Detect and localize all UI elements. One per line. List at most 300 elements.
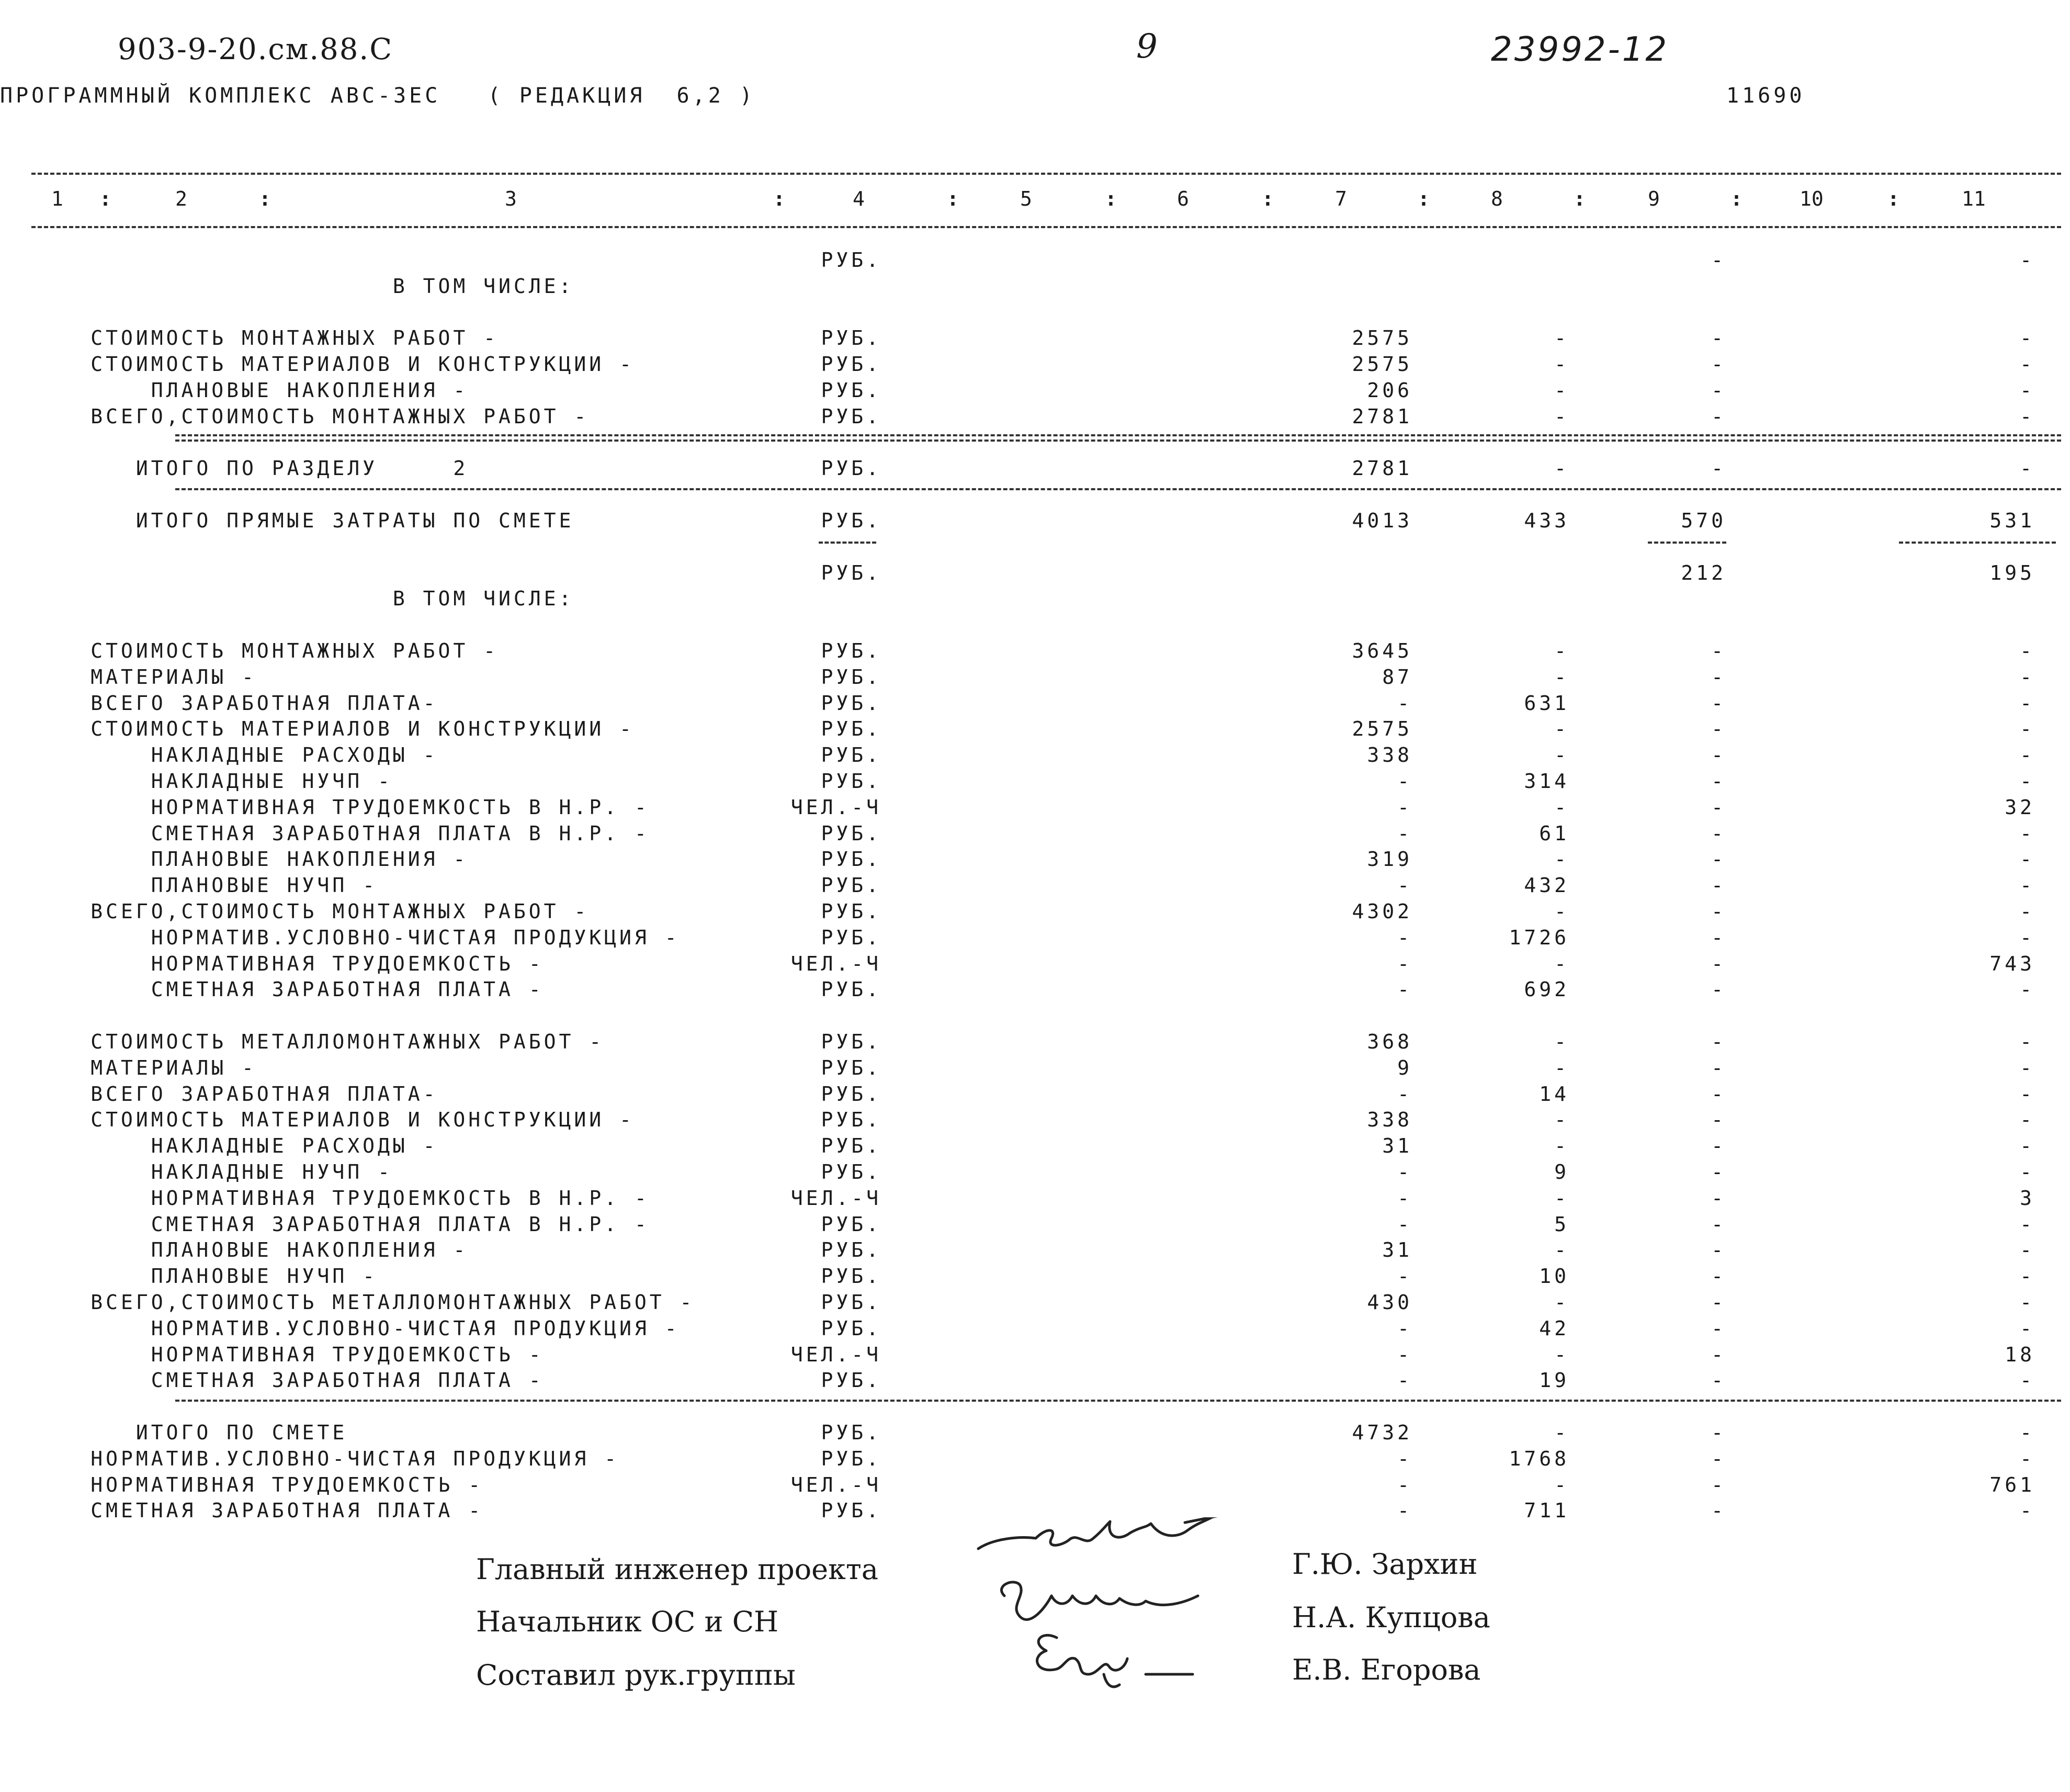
cell-col-7: -: [1397, 874, 1412, 897]
cell-col-9: -: [1711, 1447, 1726, 1470]
row-unit: РУБ.: [821, 1316, 881, 1340]
cell-col-11: -: [2020, 404, 2035, 428]
table-row: [0, 770, 2070, 796]
cell-col-9: -: [1711, 326, 1726, 350]
row-unit: ЧЕЛ.-Ч: [790, 1186, 881, 1210]
row-unit: РУБ.: [821, 717, 881, 741]
row-label: НАКЛАДНЫЕ РАСХОДЫ -: [0, 743, 438, 767]
cell-col-11: -: [2020, 665, 2035, 689]
row-label: ПЛАНОВЫЕ НАКОПЛЕНИЯ -: [0, 1238, 469, 1262]
cell-col-9: -: [1711, 1316, 1726, 1340]
row-unit: РУБ.: [821, 665, 881, 689]
cell-col-8: 692: [1524, 978, 1569, 1001]
table-row: [0, 666, 2070, 692]
cell-col-7: -: [1397, 1343, 1412, 1366]
cell-col-9: -: [1711, 1108, 1726, 1132]
cell-col-9: -: [1711, 353, 1726, 376]
row-unit: ЧЕЛ.-Ч: [790, 1473, 881, 1496]
row-unit: РУБ.: [821, 926, 881, 949]
row-unit: РУБ.: [821, 1082, 881, 1106]
table-row: [0, 1056, 2070, 1083]
cell-col-7: 319: [1367, 848, 1412, 871]
cell-col-8: -: [1554, 353, 1569, 376]
column-number: 4: [853, 187, 865, 210]
cell-col-11: -: [2020, 1030, 2035, 1053]
cell-col-8: -: [1554, 1238, 1569, 1262]
cell-col-11: -: [2020, 1108, 2035, 1132]
page-id: 11690: [1726, 84, 1805, 108]
section-rule: [175, 1400, 2061, 1402]
table-row: [0, 1421, 2070, 1447]
cell-col-9: -: [1711, 1056, 1726, 1079]
header-bottom-rule: [31, 226, 2061, 228]
cell-col-11: 32: [2005, 795, 2035, 819]
table-row: [0, 1238, 2070, 1265]
cell-col-8: 711: [1524, 1499, 1569, 1523]
table-row: [0, 900, 2070, 926]
cell-col-11: -: [2020, 639, 2035, 662]
cell-col-11: -: [2020, 848, 2035, 871]
column-number: 8: [1491, 187, 1503, 210]
signature-title: Главный инженер проекта: [476, 1553, 878, 1586]
cell-col-11: -: [2020, 770, 2035, 793]
cell-col-7: -: [1397, 1186, 1412, 1210]
cell-col-7: 2575: [1352, 326, 1412, 350]
cell-col-7: -: [1397, 926, 1412, 949]
row-label: СМЕТНАЯ ЗАРАБОТНАЯ ПЛАТА -: [0, 1499, 484, 1523]
cell-col-7: -: [1397, 1473, 1412, 1496]
table-row: [0, 405, 2070, 431]
row-label: НОРМАТИВНАЯ ТРУДОЕМКОСТЬ -: [0, 952, 544, 975]
cell-col-8: 631: [1524, 691, 1569, 715]
cell-col-8: -: [1554, 1343, 1569, 1366]
row-label: СТОИМОСТЬ МОНТАЖНЫХ РАБОТ -: [0, 639, 499, 662]
cell-col-8: -: [1554, 1134, 1569, 1158]
table-row: [0, 1004, 2070, 1030]
cell-col-9: -: [1711, 1160, 1726, 1184]
row-label: МАТЕРИАЛЫ -: [0, 665, 257, 689]
table-row: [0, 1160, 2070, 1187]
cell-col-9: -: [1711, 379, 1726, 402]
row-label: ВСЕГО ЗАРАБОТНАЯ ПЛАТА-: [0, 1082, 438, 1106]
row-unit: РУБ.: [821, 509, 881, 532]
table-row: [0, 1108, 2070, 1134]
cell-col-8: -: [1554, 665, 1569, 689]
unit-underline: [819, 542, 876, 544]
cell-col-9: -: [1711, 770, 1726, 793]
signature-zarkhin: [978, 1517, 1224, 1549]
table-row: [0, 483, 2070, 509]
column-separator: :: [99, 187, 111, 210]
cell-col-9: -: [1711, 952, 1726, 975]
table-row: [0, 639, 2070, 666]
row-unit: РУБ.: [821, 639, 881, 662]
cell-col-8: -: [1554, 1186, 1569, 1210]
row-label: НАКЛАДНЫЕ НУЧП -: [0, 1160, 393, 1184]
cell-col-11: -: [2020, 874, 2035, 897]
signature-title: Начальник ОС и СН: [476, 1605, 779, 1638]
cell-col-8: -: [1554, 457, 1569, 480]
row-unit: РУБ.: [821, 561, 881, 584]
cell-col-8: -: [1554, 900, 1569, 923]
cell-col-11: -: [2020, 379, 2035, 402]
handwritten-signatures: [973, 1517, 1287, 1706]
cell-col-7: 4013: [1352, 509, 1412, 532]
row-label: НАКЛАДНЫЕ НУЧП -: [0, 770, 393, 793]
row-unit: РУБ.: [821, 900, 881, 923]
section-rule: [175, 488, 2061, 490]
cell-col-8: 42: [1539, 1316, 1569, 1340]
column-number: 6: [1177, 187, 1189, 210]
table-row: [0, 249, 2070, 275]
cell-col-8: -: [1554, 1473, 1569, 1496]
table-row: [0, 743, 2070, 770]
cell-col-11: -: [2020, 691, 2035, 715]
table-row: [0, 1343, 2070, 1369]
cell-col-8: -: [1554, 1030, 1569, 1053]
row-label: МАТЕРИАЛЫ -: [0, 1056, 257, 1079]
page-number: 9: [1136, 27, 1158, 66]
cell-col-11: 18: [2005, 1343, 2035, 1366]
cell-col-9: -: [1711, 1343, 1726, 1366]
cell-col-9: -: [1711, 717, 1726, 741]
cell-col-8: -: [1554, 326, 1569, 350]
table-row: [0, 717, 2070, 743]
column-number: 10: [1800, 187, 1824, 210]
cell-col-11: -: [2020, 249, 2035, 272]
cell-col-9: -: [1711, 404, 1726, 428]
row-label: НОРМАТИВНАЯ ТРУДОЕМКОСТЬ В Н.Р. -: [0, 795, 650, 819]
cell-col-7: -: [1397, 770, 1412, 793]
cell-col-9: -: [1711, 1212, 1726, 1236]
cell-col-11: -: [2020, 743, 2035, 767]
cell-col-8: 314: [1524, 770, 1569, 793]
table-row: [0, 952, 2070, 978]
row-label: ПЛАНОВЫЕ НАКОПЛЕНИЯ -: [0, 379, 469, 402]
cell-col-11: -: [2020, 1212, 2035, 1236]
cell-col-9: -: [1711, 249, 1726, 272]
table-row: [0, 692, 2070, 718]
section-rule: [175, 434, 2061, 436]
row-unit: РУБ.: [821, 1499, 881, 1523]
row-unit: РУБ.: [821, 770, 881, 793]
row-label: ВСЕГО,СТОИМОСТЬ МЕТАЛЛОМОНТАЖНЫХ РАБОТ -: [0, 1291, 695, 1314]
cell-col-7: 2575: [1352, 353, 1412, 376]
row-unit: РУБ.: [821, 874, 881, 897]
cell-col-7: -: [1397, 1082, 1412, 1106]
column-number: 9: [1648, 187, 1660, 210]
row-label: СМЕТНАЯ ЗАРАБОТНАЯ ПЛАТА В Н.Р. -: [0, 1212, 650, 1236]
table-row: [0, 1083, 2070, 1109]
cell-col-8: -: [1554, 379, 1569, 402]
cell-col-8: 1768: [1509, 1447, 1569, 1470]
cell-col-9: -: [1711, 639, 1726, 662]
signature-name: Г.Ю. Зархин: [1292, 1548, 1478, 1581]
cell-col-7: 4732: [1352, 1421, 1412, 1444]
cell-col-7: 2781: [1352, 457, 1412, 480]
row-label: СМЕТНАЯ ЗАРАБОТНАЯ ПЛАТА -: [0, 978, 544, 1001]
cell-col-8: -: [1554, 1421, 1569, 1444]
cell-col-9: -: [1711, 1291, 1726, 1314]
cell-col-11: -: [2020, 1291, 2035, 1314]
cell-col-11: -: [2020, 1421, 2035, 1444]
cell-col-9: -: [1711, 1421, 1726, 1444]
row-unit: РУБ.: [821, 1291, 881, 1314]
cell-col-7: 2781: [1352, 404, 1412, 428]
table-row: [0, 326, 2070, 353]
cell-col-9: -: [1711, 691, 1726, 715]
signature-egorova: [1037, 1635, 1193, 1687]
cell-col-9: 570: [1681, 509, 1726, 532]
column-separator: :: [1418, 187, 1430, 210]
cell-col-8: -: [1554, 952, 1569, 975]
cell-col-8: 61: [1539, 821, 1569, 845]
row-unit: РУБ.: [821, 326, 881, 350]
cell-col-11: -: [2020, 1499, 2035, 1523]
row-unit: РУБ.: [821, 1369, 881, 1392]
row-unit: РУБ.: [821, 1421, 881, 1444]
table-row: [0, 379, 2070, 405]
column-separator: :: [1262, 187, 1274, 210]
cell-col-7: -: [1397, 952, 1412, 975]
column-number: 2: [175, 187, 187, 210]
cell-col-7: -: [1397, 1499, 1412, 1523]
row-label: ВСЕГО ЗАРАБОТНАЯ ПЛАТА-: [0, 691, 438, 715]
row-unit: РУБ.: [821, 1447, 881, 1470]
row-unit: РУБ.: [821, 691, 881, 715]
table-row: [0, 874, 2070, 900]
table-row: [0, 1213, 2070, 1239]
table-row: [0, 1265, 2070, 1291]
doc-code: 903-9-20.см.88.С: [118, 32, 393, 66]
cell-col-9: -: [1711, 457, 1726, 480]
cell-col-8: -: [1554, 1056, 1569, 1079]
column-number: 3: [505, 187, 517, 210]
row-unit: РУБ.: [821, 1160, 881, 1184]
cell-col-8: 1726: [1509, 926, 1569, 949]
table-row: [0, 1395, 2070, 1421]
cell-col-7: 338: [1367, 1108, 1412, 1132]
row-label: СТОИМОСТЬ МОНТАЖНЫХ РАБОТ -: [0, 326, 499, 350]
row-unit: РУБ.: [821, 978, 881, 1001]
column-separator: :: [947, 187, 959, 210]
cell-col-11: -: [2020, 978, 2035, 1001]
cell-col-9: -: [1711, 1186, 1726, 1210]
column-separator: :: [1730, 187, 1743, 210]
signature-kuptsova: [1001, 1582, 1198, 1620]
handwritten-code: 23992-12: [1491, 30, 1669, 69]
cell-col-7: 9: [1397, 1056, 1412, 1079]
cell-col-9: -: [1711, 665, 1726, 689]
cell-col-7: 3645: [1352, 639, 1412, 662]
table-row: [0, 613, 2070, 639]
cell-col-8: -: [1554, 639, 1569, 662]
row-unit: ЧЕЛ.-Ч: [790, 952, 881, 975]
cell-col-7: 206: [1367, 379, 1412, 402]
row-unit: ЧЕЛ.-Ч: [790, 1343, 881, 1366]
cell-col-11: 195: [1989, 561, 2035, 584]
cell-col-7: 4302: [1352, 900, 1412, 923]
row-label: В ТОМ ЧИСЛЕ:: [0, 274, 574, 298]
cell-col-8: -: [1554, 848, 1569, 871]
cell-col-9: -: [1711, 743, 1726, 767]
table-row: [0, 1187, 2070, 1213]
table-row: [0, 796, 2070, 822]
signature-title: Составил рук.группы: [476, 1659, 796, 1692]
program-title: ПРОГРАММНЫЙ КОМПЛЕКС АВС-3ЕС ( РЕДАКЦИЯ 6,2 ): [0, 84, 755, 108]
table-row: [0, 822, 2070, 848]
column-separator: :: [259, 187, 271, 210]
cell-col-9: -: [1711, 1369, 1726, 1392]
cell-col-11: -: [2020, 1369, 2035, 1392]
row-label: НОРМАТИВ.УСЛОВНО-ЧИСТАЯ ПРОДУКЦИЯ -: [0, 1316, 680, 1340]
table-row: [0, 926, 2070, 952]
cell-col-8: 19: [1539, 1369, 1569, 1392]
row-unit: РУБ.: [821, 457, 881, 480]
cell-col-7: -: [1397, 1160, 1412, 1184]
table-row: [0, 587, 2070, 613]
section-rule: [175, 439, 2061, 442]
table-row: [0, 1291, 2070, 1317]
row-label: СТОИМОСТЬ МАТЕРИАЛОВ И КОНСТРУКЦИИ -: [0, 1108, 635, 1132]
cell-col-11: -: [2020, 1447, 2035, 1470]
cell-col-7: -: [1397, 1316, 1412, 1340]
cell-col-7: -: [1397, 821, 1412, 845]
row-unit: РУБ.: [821, 1056, 881, 1079]
row-label: ИТОГО ПО СМЕТЕ: [0, 1421, 348, 1444]
col11-underline: [1899, 542, 2056, 544]
column-separator: :: [1105, 187, 1117, 210]
cell-col-11: -: [2020, 900, 2035, 923]
table-row: [0, 1447, 2070, 1473]
col9-underline: [1648, 542, 1726, 544]
row-label: СТОИМОСТЬ МАТЕРИАЛОВ И КОНСТРУКЦИИ -: [0, 717, 635, 741]
row-unit: РУБ.: [821, 743, 881, 767]
cell-col-9: -: [1711, 848, 1726, 871]
column-number: 1: [51, 187, 63, 210]
cell-col-9: -: [1711, 1499, 1726, 1523]
cell-col-7: -: [1397, 1447, 1412, 1470]
table-row: [0, 275, 2070, 301]
cell-col-8: 10: [1539, 1265, 1569, 1288]
cell-col-11: -: [2020, 1082, 2035, 1106]
row-label: НОРМАТИВ.УСЛОВНО-ЧИСТАЯ ПРОДУКЦИЯ -: [0, 926, 680, 949]
cell-col-7: 31: [1382, 1238, 1412, 1262]
cell-col-7: -: [1397, 978, 1412, 1001]
cell-col-11: 761: [1989, 1473, 2035, 1496]
cell-col-7: 430: [1367, 1291, 1412, 1314]
table-row: [0, 535, 2070, 561]
cell-col-9: -: [1711, 1134, 1726, 1158]
cell-col-11: -: [2020, 926, 2035, 949]
row-label: СМЕТНАЯ ЗАРАБОТНАЯ ПЛАТА В Н.Р. -: [0, 821, 650, 845]
row-unit: РУБ.: [821, 379, 881, 402]
table-row: [0, 978, 2070, 1004]
row-unit: РУБ.: [821, 848, 881, 871]
column-separator: :: [1574, 187, 1586, 210]
column-separator: :: [1887, 187, 1899, 210]
table-row: [0, 301, 2070, 327]
cell-col-8: 9: [1554, 1160, 1569, 1184]
row-label: НОРМАТИВНАЯ ТРУДОЕМКОСТЬ -: [0, 1473, 484, 1496]
signature-name: Е.В. Егорова: [1292, 1653, 1481, 1686]
cell-col-7: -: [1397, 1212, 1412, 1236]
cell-col-11: -: [2020, 1134, 2035, 1158]
row-label: СТОИМОСТЬ МЕТАЛЛОМОНТАЖНЫХ РАБОТ -: [0, 1030, 605, 1053]
row-unit: РУБ.: [821, 1212, 881, 1236]
table-row: [0, 457, 2070, 483]
cell-col-8: -: [1554, 1108, 1569, 1132]
cell-col-8: -: [1554, 404, 1569, 428]
row-label: НАКЛАДНЫЕ РАСХОДЫ -: [0, 1134, 438, 1158]
row-unit: ЧЕЛ.-Ч: [790, 795, 881, 819]
cell-col-8: 14: [1539, 1082, 1569, 1106]
row-unit: РУБ.: [821, 249, 881, 272]
cell-col-11: -: [2020, 717, 2035, 741]
cell-col-7: 2575: [1352, 717, 1412, 741]
row-unit: РУБ.: [821, 353, 881, 376]
cell-col-11: -: [2020, 457, 2035, 480]
cell-col-9: -: [1711, 795, 1726, 819]
row-label: НОРМАТИВ.УСЛОВНО-ЧИСТАЯ ПРОДУКЦИЯ -: [0, 1447, 619, 1470]
row-unit: РУБ.: [821, 821, 881, 845]
table-row: [0, 1317, 2070, 1343]
row-unit: РУБ.: [821, 1238, 881, 1262]
table-row: [0, 353, 2070, 379]
row-label: НОРМАТИВНАЯ ТРУДОЕМКОСТЬ В Н.Р. -: [0, 1186, 650, 1210]
cell-col-11: -: [2020, 1316, 2035, 1340]
cell-col-7: -: [1397, 1369, 1412, 1392]
cell-col-11: 3: [2020, 1186, 2035, 1210]
row-unit: РУБ.: [821, 1134, 881, 1158]
cell-col-8: -: [1554, 717, 1569, 741]
cell-col-9: 212: [1681, 561, 1726, 584]
row-label: ИТОГО ПРЯМЫЕ ЗАТРАТЫ ПО СМЕТЕ: [0, 509, 574, 532]
cell-col-11: -: [2020, 353, 2035, 376]
cell-col-9: -: [1711, 926, 1726, 949]
cell-col-11: -: [2020, 1056, 2035, 1079]
row-label: НОРМАТИВНАЯ ТРУДОЕМКОСТЬ -: [0, 1343, 544, 1366]
cell-col-9: -: [1711, 1265, 1726, 1288]
column-number: 11: [1962, 187, 1986, 210]
cell-col-9: -: [1711, 874, 1726, 897]
row-unit: РУБ.: [821, 404, 881, 428]
cell-col-11: -: [2020, 326, 2035, 350]
cell-col-7: -: [1397, 1265, 1412, 1288]
row-label: СТОИМОСТЬ МАТЕРИАЛОВ И КОНСТРУКЦИИ -: [0, 353, 635, 376]
row-label: СМЕТНАЯ ЗАРАБОТНАЯ ПЛАТА -: [0, 1369, 544, 1392]
cell-col-8: 432: [1524, 874, 1569, 897]
cell-col-9: -: [1711, 1238, 1726, 1262]
column-separator: :: [773, 187, 785, 210]
cell-col-7: 338: [1367, 743, 1412, 767]
cell-col-9: -: [1711, 900, 1726, 923]
cell-col-11: -: [2020, 1238, 2035, 1262]
cell-col-9: -: [1711, 1082, 1726, 1106]
cell-col-9: -: [1711, 1473, 1726, 1496]
cell-col-11: 531: [1989, 509, 2035, 532]
row-label: ПЛАНОВЫЕ НАКОПЛЕНИЯ -: [0, 848, 469, 871]
row-label: ПЛАНОВЫЕ НУЧП -: [0, 874, 378, 897]
signature-name: Н.А. Купцова: [1292, 1601, 1490, 1634]
cell-col-8: -: [1554, 1291, 1569, 1314]
cell-col-8: -: [1554, 795, 1569, 819]
cell-col-7: -: [1397, 691, 1412, 715]
cell-col-9: -: [1711, 978, 1726, 1001]
row-unit: РУБ.: [821, 1265, 881, 1288]
cell-col-8: 433: [1524, 509, 1569, 532]
row-unit: РУБ.: [821, 1108, 881, 1132]
